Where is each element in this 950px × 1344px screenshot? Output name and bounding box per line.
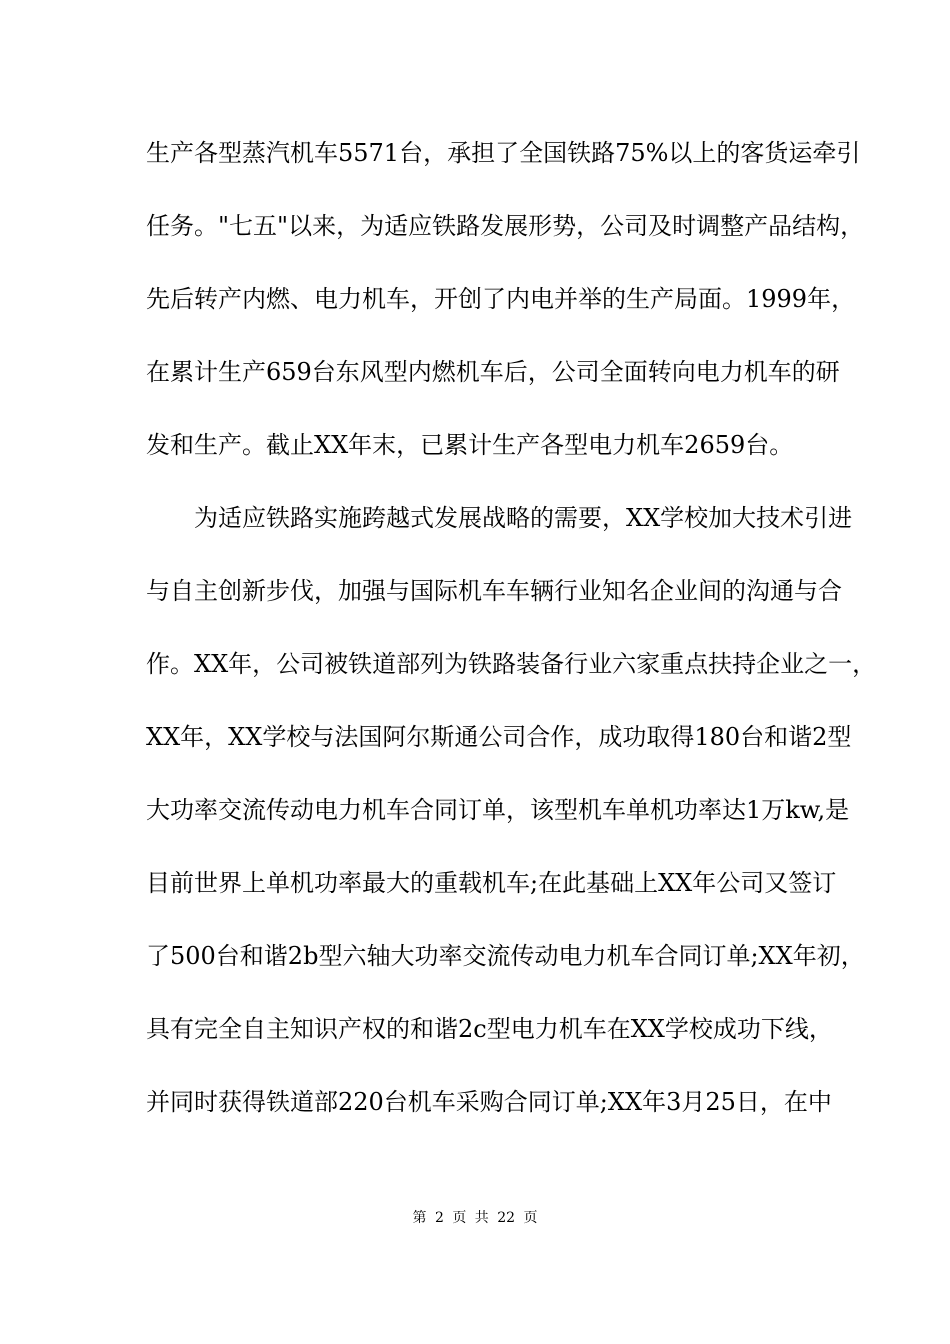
paragraph-line: 生产各型蒸汽机车5571台，承担了全国铁路75%以上的客货运牵引: [146, 139, 861, 167]
paragraph-line: XX年，XX学校与法国阿尔斯通公司合作，成功取得180台和谐2型: [146, 723, 852, 751]
footer-label-page: 第: [412, 1210, 427, 1226]
paragraph-line: 大功率交流传动电力机车合同订单，该型机车单机功率达1万kw,是: [146, 796, 850, 824]
paragraph-line: 任务。"七五"以来，为适应铁路发展形势，公司及时调整产品结构，: [146, 212, 865, 240]
paragraph-line: 作。XX年，公司被铁道部列为铁路装备行业六家重点扶持企业之一，: [146, 650, 877, 678]
footer-label-total: 共: [474, 1210, 489, 1226]
footer-label-unit: 页: [452, 1210, 467, 1226]
paragraph-line: 目前世界上单机功率最大的重载机车;在此基础上XX年公司又签订: [146, 869, 837, 897]
paragraph-line: 具有完全自主知识产权的和谐2c型电力机车在XX学校成功下线，: [146, 1015, 833, 1043]
paragraph-line: 与自主创新步伐，加强与国际机车车辆行业知名企业间的沟通与合: [146, 577, 842, 605]
paragraph-line: 了500台和谐2b型六轴大功率交流传动电力机车合同订单;XX年初，: [146, 942, 865, 970]
footer-label-unit2: 页: [523, 1210, 538, 1226]
paragraph-line: 为适应铁路实施跨越式发展战略的需要，XX学校加大技术引进: [194, 504, 853, 532]
page-footer: [0, 1209, 950, 1227]
paragraph-line: 并同时获得铁道部220台机车采购合同订单;XX年3月25日，在中: [146, 1088, 832, 1116]
paragraph-line: 在累计生产659台东风型内燃机车后，公司全面转向电力机车的研: [146, 358, 840, 386]
paragraph-line: 发和生产。截止XX年末，已累计生产各型电力机车2659台。: [146, 431, 794, 459]
total-pages: 22: [497, 1210, 516, 1226]
page-number: 2: [434, 1210, 444, 1226]
paragraph-line: 先后转产内燃、电力机车，开创了内电并举的生产局面。1999年，: [146, 285, 856, 313]
